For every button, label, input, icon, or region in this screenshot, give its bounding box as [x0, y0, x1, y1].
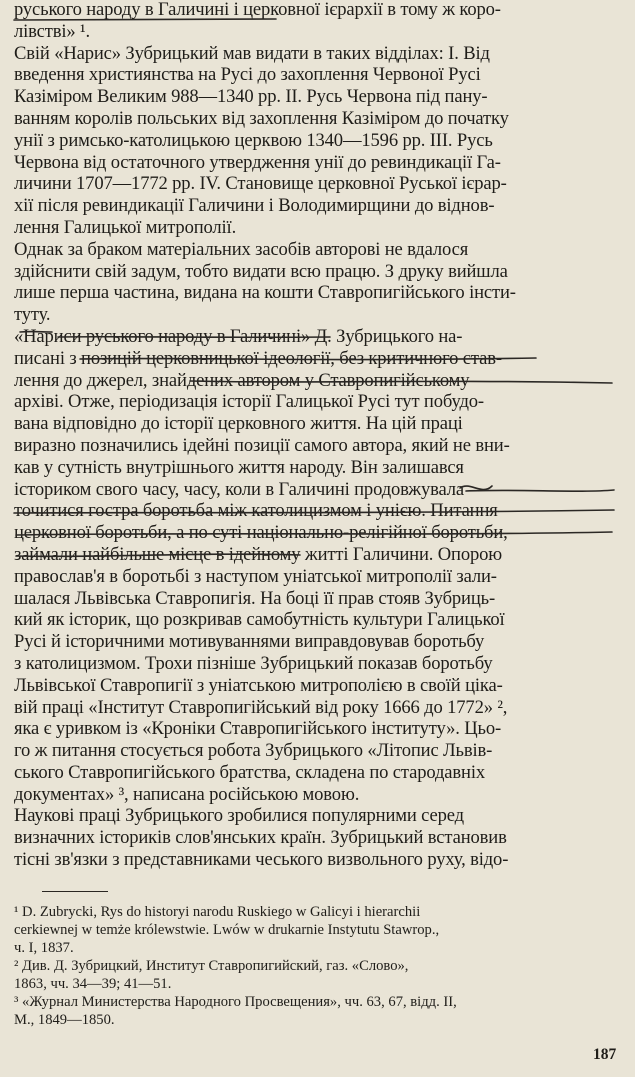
text-line: тісні зв'язки з представниками чеського визвольного руху, відо- [14, 849, 509, 871]
text-line: Львівської Ставропигії з уніатською митрополією в своїй ціка- [14, 674, 503, 696]
text-line: личини 1707—1772 рр. IV. Становище церковної Руської ієрар- [14, 173, 507, 195]
text-line: Русі й історичними мотивуваннями виправдовував боротьбу [14, 631, 485, 653]
text-line: Наукові праці Зубрицького зробилися популярними серед [14, 805, 464, 827]
footnote-line: М., 1849—1850. [14, 1012, 115, 1028]
text-line: ванням королів польських від захоплення Казіміром до початку [14, 107, 509, 129]
text-line: церковної боротьби, а по суті національно-релігійної боротьби, [14, 522, 508, 544]
text-line: Казіміром Великим 988—1340 рр. II. Русь Червона під пану- [14, 86, 488, 108]
text-line: православ'я в боротьбі з наступом уніатської митрополії зали- [14, 565, 497, 587]
text-line: Свій «Нарис» Зубрицький мав видати в таких відділах: І. Від [14, 42, 490, 64]
footnote-line: ч. I, 1837. [14, 940, 74, 956]
text-line: Однак за браком матеріальних засобів авторові не вдалося [14, 238, 469, 260]
text-line: туту. [14, 304, 51, 326]
text-line: унії з римсько-католицькою церквою 1340—1596 рр. III. Русь [14, 129, 493, 151]
main-text [14, 0, 626, 871]
footnote-line: ³ «Журнал Министерства Народного Просвещения», чч. 63, 67, відд. II, [14, 994, 457, 1010]
text-line: вій праці «Інститут Ставропигійський від року 1666 до 1772» ², [14, 696, 508, 718]
text-line: хії після ревиндикації Галичини і Володимирщини до віднов- [14, 195, 495, 217]
text-line: лише перша частина, видана на кошти Ставропигійського інсти- [14, 282, 516, 304]
text-line: вана відповідно до історії церковного життя. На цій праці [14, 413, 463, 435]
footnote-line: ¹ D. Zubrycki, Rys do historyi narodu Ruskiego w Galicyi i hierarchii [14, 904, 421, 920]
text-line: точитися гостра боротьба між католицизмом і унією. Питання [14, 500, 498, 522]
text-line: яка є уривком із «Кроніки Ставропигійського інституту». Цьо- [14, 718, 502, 740]
text-line: виразно позначились ідейні позиції самого автора, який не вни- [14, 434, 510, 456]
text-line: введення християнства на Русі до захоплення Червоної Русі [14, 64, 481, 86]
page-number: 187 [593, 1046, 617, 1063]
text-line: го ж питання стосується робота Зубрицького «Літопис Львів- [14, 740, 493, 762]
footnote-line: ² Див. Д. Зубрицкий, Институт Ставропигийский, газ. «Слово», [14, 958, 409, 974]
text-line: здійснити свій задум, тобто видати всю працю. З друку вийшла [14, 260, 508, 282]
text-line: шалася Львівська Ставропигія. На боці її прав стояв Зубриць- [14, 587, 496, 609]
text-line: «Нариси руського народу в Галичині» Д. Зубрицького на- [14, 325, 463, 347]
text-line: руського народу в Галичині і церковної ієрархії в тому ж коро- [14, 0, 501, 20]
text-line: кав у сутність внутрішнього життя народу. Він залишався [14, 456, 464, 478]
text-line: лівстві» ¹. [14, 20, 90, 42]
text-line: документах» ³, написана російською мовою. [14, 783, 360, 805]
text-line: істориком свого часу, часу, коли в Галичині продовжувала [14, 478, 464, 500]
footnote-line: 1863, чч. 34—39; 41—51. [14, 976, 172, 992]
text-line: визначних істориків слов'янських країн. Зубрицький встановив [14, 827, 507, 849]
text-line: ського Ставропигійського братства, складена по стародавніх [14, 761, 485, 783]
text-line: Червона від остаточного утвердження унії до ревиндикації Га- [14, 151, 501, 173]
text-line: архіві. Отже, періодизація історії Галицької Русі тут побудо- [14, 391, 484, 413]
text-line: займали найбільше місце в ідейному житті Галичини. Опорою [14, 543, 503, 565]
text-line: з католицизмом. Трохи пізніше Зубрицький показав боротьбу [14, 652, 493, 674]
text-line: писані з позицій церковницької ідеології, без критичного став- [14, 347, 502, 369]
footnotes [14, 903, 626, 1029]
text-line: лення до джерел, знайдених автором у Ставропигійському [14, 369, 470, 391]
footnote-line: cerkiewnej w temże królewstwie. Lwów w drukarnie Instytutu Stawrop., [14, 922, 440, 938]
footnote-divider [42, 891, 108, 892]
text-line: кий як історик, що розкривав самобутність культури Галицької [14, 609, 505, 631]
text-line: лення Галицької митрополії. [14, 216, 237, 238]
